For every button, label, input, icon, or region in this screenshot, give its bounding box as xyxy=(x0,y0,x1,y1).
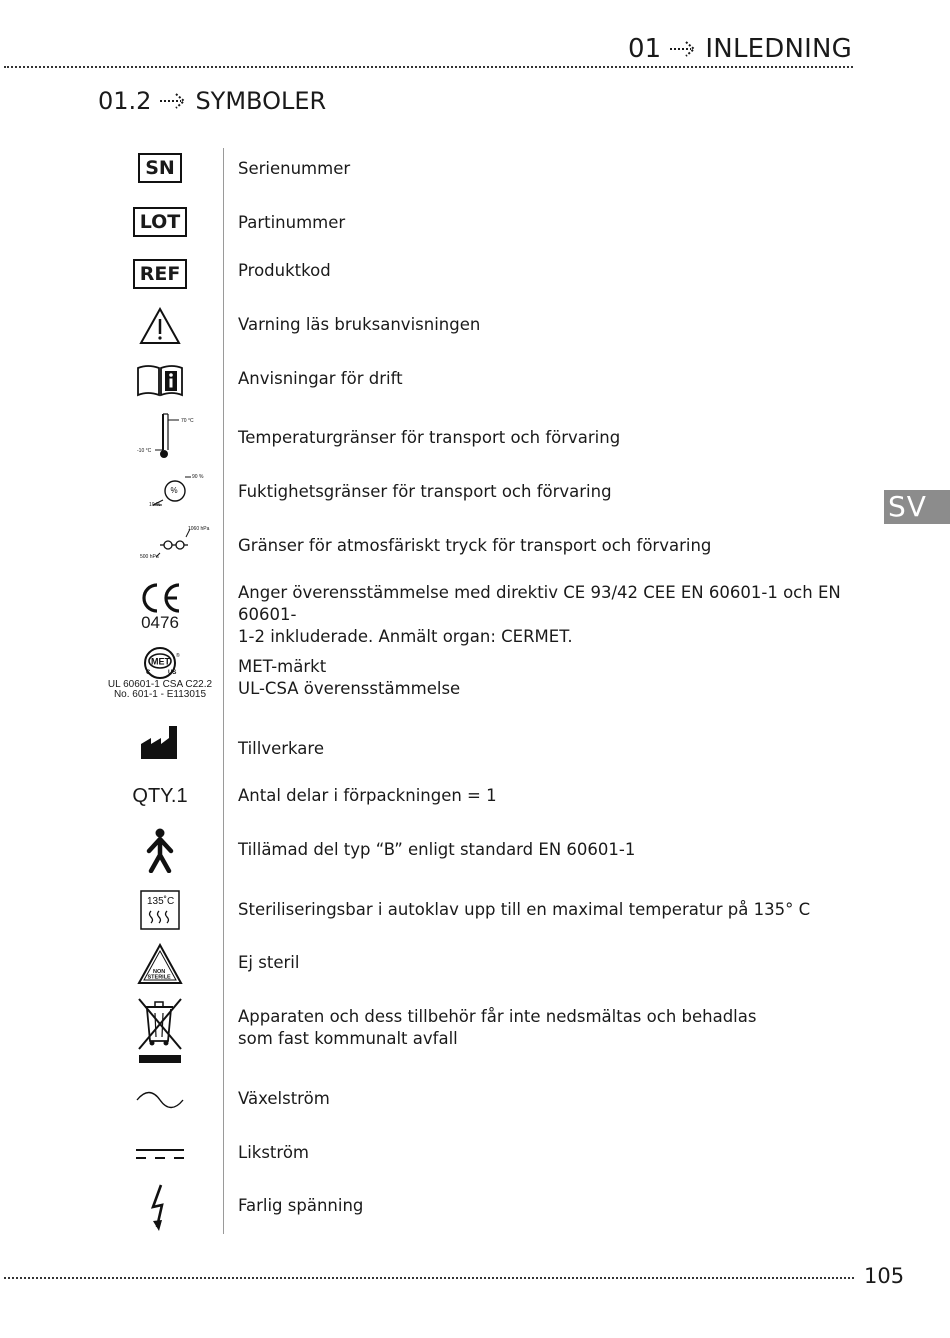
dotted-arrow-icon xyxy=(669,39,697,59)
serial-number-symbol-text: SN xyxy=(138,153,182,183)
dotted-arrow-icon xyxy=(159,91,187,111)
symbol-row-non-sterile xyxy=(100,942,860,986)
lot-number-icon xyxy=(100,202,220,242)
autoclave-symbol-wrap xyxy=(100,888,220,932)
symbol-description: Gränser för atmosfäriskt tryck för transport och förvaring xyxy=(238,536,712,555)
temp-min-text: -10 °C xyxy=(137,448,152,454)
warning-symbol-wrap xyxy=(100,306,220,346)
symbol-description: Ej steril xyxy=(238,953,300,972)
non-sterile-text-2: STERILE xyxy=(147,974,171,981)
humidity-max-text: 90 % xyxy=(192,474,204,480)
reference-symbol-text: REF xyxy=(133,259,188,289)
temperature-symbol-wrap xyxy=(100,410,220,462)
symbol-description: Steriliseringsbar i autoklav upp till en maximal temperatur på 135° C xyxy=(238,900,811,919)
humidity-min-text: 10 % xyxy=(149,502,161,508)
symbol-row-serial-number xyxy=(100,148,860,188)
symbol-description: Antal delar i förpackningen = 1 xyxy=(238,786,497,805)
humidity-percent-glyph: % xyxy=(170,486,178,495)
pressure-max-text: 1060 hPa xyxy=(188,526,210,532)
lot-number-symbol-text: LOT xyxy=(133,207,188,237)
symbol-description: Växelström xyxy=(238,1089,330,1108)
non-sterile-text-1: NON xyxy=(153,969,166,975)
met-logo-text: MET xyxy=(151,656,170,667)
ce-mark-icon xyxy=(137,582,183,614)
weee-crossed-bin-icon xyxy=(135,997,185,1065)
page-number: 105 xyxy=(864,1264,905,1288)
ac-symbol-wrap xyxy=(100,1082,220,1118)
section-number: 01.2 xyxy=(98,87,152,115)
ce-symbol-wrap xyxy=(100,580,220,634)
symbol-row-type-b xyxy=(100,826,860,874)
symbol-row-warning xyxy=(100,306,860,346)
serial-number-icon xyxy=(100,148,220,188)
symbol-row-weee xyxy=(100,996,860,1066)
temperature-limit-icon xyxy=(115,410,205,462)
symbol-description: Varning läs bruksanvisningen xyxy=(238,315,481,334)
header-divider xyxy=(4,66,853,68)
autoclave-temp-text: 135˚C xyxy=(147,896,175,907)
temp-max-text: 70 °C xyxy=(181,418,194,424)
symbol-row-temperature xyxy=(100,410,860,462)
instructions-book-icon xyxy=(135,363,185,397)
met-standard-text xyxy=(100,680,220,700)
symbol-description: Tillämad del typ “B” enligt standard EN 60601-1 xyxy=(238,840,636,859)
symbol-row-pressure xyxy=(100,522,860,564)
non-sterile-symbol-wrap xyxy=(100,942,220,986)
met-standard-line-2: No. 601-1 - E113015 xyxy=(113,689,207,700)
symbol-description: MET-märkt UL-CSA överensstämmelse xyxy=(238,657,461,698)
symbol-row-dc xyxy=(100,1136,860,1172)
non-sterile-icon xyxy=(137,943,183,985)
pressure-limit-icon xyxy=(110,523,210,563)
section-title xyxy=(98,85,326,117)
chapter-header xyxy=(628,32,852,66)
symbol-row-autoclave xyxy=(100,888,860,932)
symbol-description: Likström xyxy=(238,1143,309,1162)
symbol-row-dangerous-voltage xyxy=(100,1182,860,1234)
manufacturer-symbol-wrap xyxy=(100,722,220,762)
symbol-row-ce-mark xyxy=(100,580,860,646)
symbol-description: Serienummer xyxy=(238,159,351,178)
quantity-icon: QTY.1 xyxy=(132,784,188,807)
symbol-description: Anvisningar för drift xyxy=(238,369,403,388)
symbol-row-manufacturer xyxy=(100,722,860,762)
autoclave-icon xyxy=(139,889,181,931)
type-b-symbol-wrap xyxy=(100,826,220,874)
weee-symbol-wrap xyxy=(100,996,220,1066)
symbol-description: Fuktighetsgränser för transport och förvaring xyxy=(238,482,612,501)
chapter-title: INLEDNING xyxy=(705,34,852,64)
notified-body-number: 0476 xyxy=(141,613,179,632)
symbol-description: Anger överensstämmelse med direktiv CE 93/42 CEE EN 60601-1 och EN 60601- 1-2 inkluderade. Anmält organ: CERMET. xyxy=(238,583,841,646)
symbol-row-ac xyxy=(100,1082,860,1118)
footer-divider xyxy=(4,1277,854,1279)
met-mark-icon xyxy=(134,646,186,680)
symbol-description: Partinummer xyxy=(238,213,346,232)
met-c-text: C xyxy=(146,670,151,676)
direct-current-icon xyxy=(134,1146,186,1162)
humidity-limit-icon xyxy=(115,471,205,511)
warning-triangle-icon xyxy=(139,307,181,345)
type-b-applied-part-icon xyxy=(141,827,179,873)
met-standard-line-1: UL 60601-1 CSA C22.2 xyxy=(107,679,213,690)
met-registered-text: ® xyxy=(176,653,180,659)
symbol-row-quantity xyxy=(100,780,860,812)
symbol-description: Tillverkare xyxy=(238,739,324,758)
symbol-description: Temperaturgränser för transport och förvaring xyxy=(238,428,621,447)
humidity-symbol-wrap xyxy=(100,470,220,512)
symbol-row-lot-number xyxy=(100,202,860,242)
alternating-current-icon xyxy=(135,1090,185,1110)
quantity-symbol-wrap xyxy=(100,780,220,812)
manufacturer-icon xyxy=(139,724,181,760)
symbol-row-met-mark xyxy=(100,646,860,704)
chapter-number: 01 xyxy=(627,34,662,64)
symbol-row-humidity xyxy=(100,470,860,512)
pressure-min-text: 500 hPa xyxy=(140,554,159,560)
language-tab: SV xyxy=(884,490,950,524)
pressure-symbol-wrap xyxy=(100,522,220,564)
symbol-description: Farlig spänning xyxy=(238,1196,364,1215)
symbol-description: Apparaten och dess tillbehör får inte nedsmältas och behadlas som fast kommunalt avfall xyxy=(238,1007,757,1048)
section-name: SYMBOLER xyxy=(195,87,327,115)
symbol-description: Produktkod xyxy=(238,261,331,280)
symbol-row-instructions xyxy=(100,360,860,400)
reference-code-icon xyxy=(100,254,220,294)
dangerous-voltage-icon xyxy=(147,1183,173,1233)
met-symbol-wrap xyxy=(100,646,220,704)
instructions-symbol-wrap xyxy=(100,360,220,400)
met-us-text: US xyxy=(168,670,177,676)
voltage-symbol-wrap xyxy=(100,1182,220,1234)
dc-symbol-wrap xyxy=(100,1136,220,1172)
symbol-row-reference xyxy=(100,254,860,294)
